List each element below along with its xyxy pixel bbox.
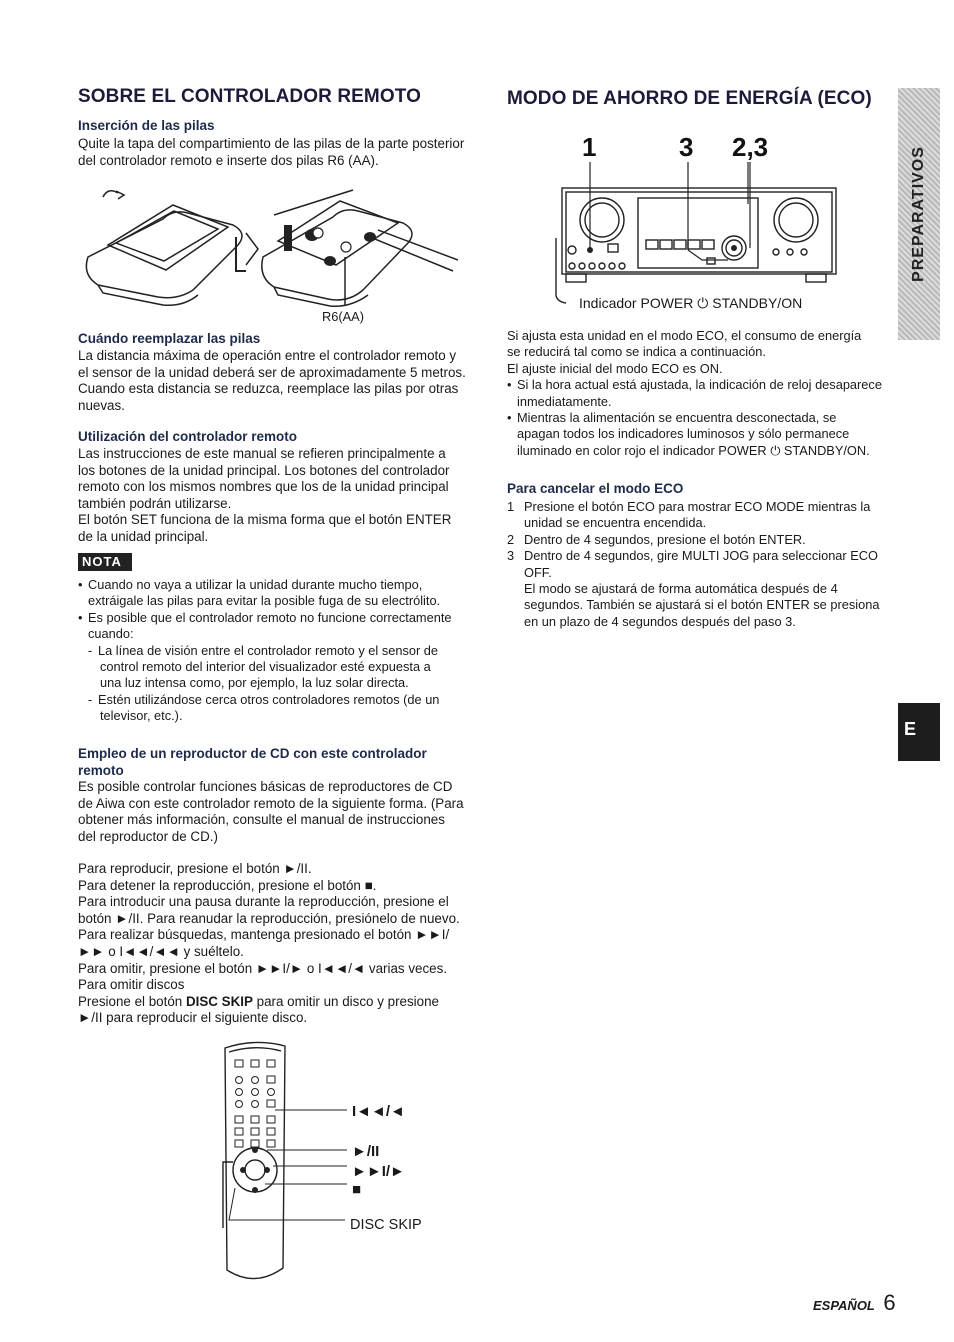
- heading-cancel-eco: Para cancelar el modo ECO: [507, 481, 684, 496]
- step-number-2-3: 2,3: [732, 132, 769, 162]
- remote-label-disc-skip: DISC SKIP: [350, 1217, 422, 1233]
- section-title-remote: SOBRE EL CONTROLADOR REMOTO: [78, 86, 421, 107]
- battery-illustration: [78, 185, 458, 325]
- section-title-eco: MODO DE AHORRO DE ENERGÍA (ECO): [507, 88, 872, 109]
- step-number-1: 1: [582, 132, 597, 162]
- receiver-illustration: [552, 162, 842, 307]
- battery-insertion-text: Quite la tapa del compartimiento de las pilas de la parte posterior del controlador remoto e inserte dos pilas R6 (AA).: [78, 136, 465, 168]
- remote-label-play-pause: ►/II: [352, 1143, 380, 1160]
- step-number-3: 3: [679, 132, 694, 162]
- note-text: • Cuando no vaya a utilizar la unidad durante mucho tiempo, extráigale las pilas para evitar la posible fuga de su electrólito. • Es posible que el controlador remoto no funcione correctamente cuando: - La línea de visión entre el controlador remoto y el sensor de control remoto del interior del visualizador esté expuesta a una luz intensa como, por ejemplo, la luz solar directa. - Estén utilizándose cerca otros controladores remotos (de un televisor, etc.).: [78, 577, 452, 724]
- remote-label-next: ►►I/►: [352, 1163, 405, 1180]
- side-tab-preparativos: PREPARATIVOS: [898, 88, 940, 340]
- heading-battery-insertion: Inserción de las pilas: [78, 118, 215, 133]
- cancel-eco-steps: 1 Presione el botón ECO para mostrar ECO MODE mientras la unidad se encuentra encendida. 2 Dentro de 4 segundos, presione el botón ENTER. 3 Dentro de 4 segundos, gire MULTI JOG para seleccionar ECO OFF. El modo se ajustará de forma automática después de 4 segundos. También se ajustará si el botón ENTER se presiona en un plazo de 4 segundos después del paso 3.: [507, 499, 880, 629]
- language-tab: E: [898, 703, 940, 761]
- power-indicator-caption: Indicador POWER ⏻ STANDBY/ON: [579, 295, 803, 311]
- remote-usage-text: Las instrucciones de este manual se refieren principalmente a los botones de la unidad principal. Los botones del controlador remoto con los mismos nombres que los de la unidad principal también podrán utilizarse. El botón SET funciona de la misma forma que el botón ENTER de la unidad principal.: [78, 446, 452, 544]
- cd-player-intro: Es posible controlar funciones básicas de reproductores de CD de Aiwa con este controlador remoto de la siguiente forma. (Para obtener más información, consulte el manual de instrucciones del reproductor de CD.): [78, 779, 464, 844]
- note-badge: NOTA: [78, 553, 132, 571]
- replace-batteries-text: La distancia máxima de operación entre el controlador remoto y el sensor de la unidad deberá ser de aproximadamente 5 metros. Cuando esta distancia se reduzca, reemplace las pilas por otras nuevas.: [78, 348, 466, 413]
- page-footer: [813, 1290, 896, 1316]
- eco-intro: Si ajusta esta unidad en el modo ECO, el consumo de energía se reducirá tal como se indica a continuación. El ajuste inicial del modo ECO es ON. • Si la hora actual está ajustada, la indicación de reloj desaparece inmediatamente. • Mientras la alimentación se encuentra desconectada, se apagan todos los indicadores luminosos y sólo permanece iluminado en color rojo el indicador POWER ⏻ STANDBY/ON.: [507, 328, 882, 458]
- heading-cd-player: Empleo de un reproductor de CD con este controlador remoto: [78, 746, 427, 778]
- cd-player-operations: Para reproducir, presione el botón ►/II. Para detener la reproducción, presione el botón ■. Para introducir una pausa durante la reproducción, presione el botón ►/II. Para reanudar la reproducción, presiónelo de nuevo. Para realizar búsquedas, mantenga presionado el botón ►►I/ ►► o I◄◄/◄◄ y suéltelo. Para omitir, presione el botón ►►I/► o I◄◄/◄ varias veces. Para omitir discos Presione el botón DISC SKIP para omitir un disco y presione ►/II para reproducir el siguiente disco.: [78, 861, 460, 1026]
- remote-control-illustration: [215, 1038, 355, 1300]
- heading-replace-batteries: Cuándo reemplazar las pilas: [78, 331, 261, 346]
- footer-language: ESPAÑOL: [813, 1298, 875, 1313]
- remote-label-stop: ■: [352, 1181, 362, 1198]
- page-number: 6: [883, 1290, 896, 1315]
- remote-label-prev: I◄◄/◄: [352, 1103, 405, 1120]
- heading-remote-usage: Utilización del controlador remoto: [78, 429, 298, 444]
- battery-label: R6(AA): [322, 309, 364, 324]
